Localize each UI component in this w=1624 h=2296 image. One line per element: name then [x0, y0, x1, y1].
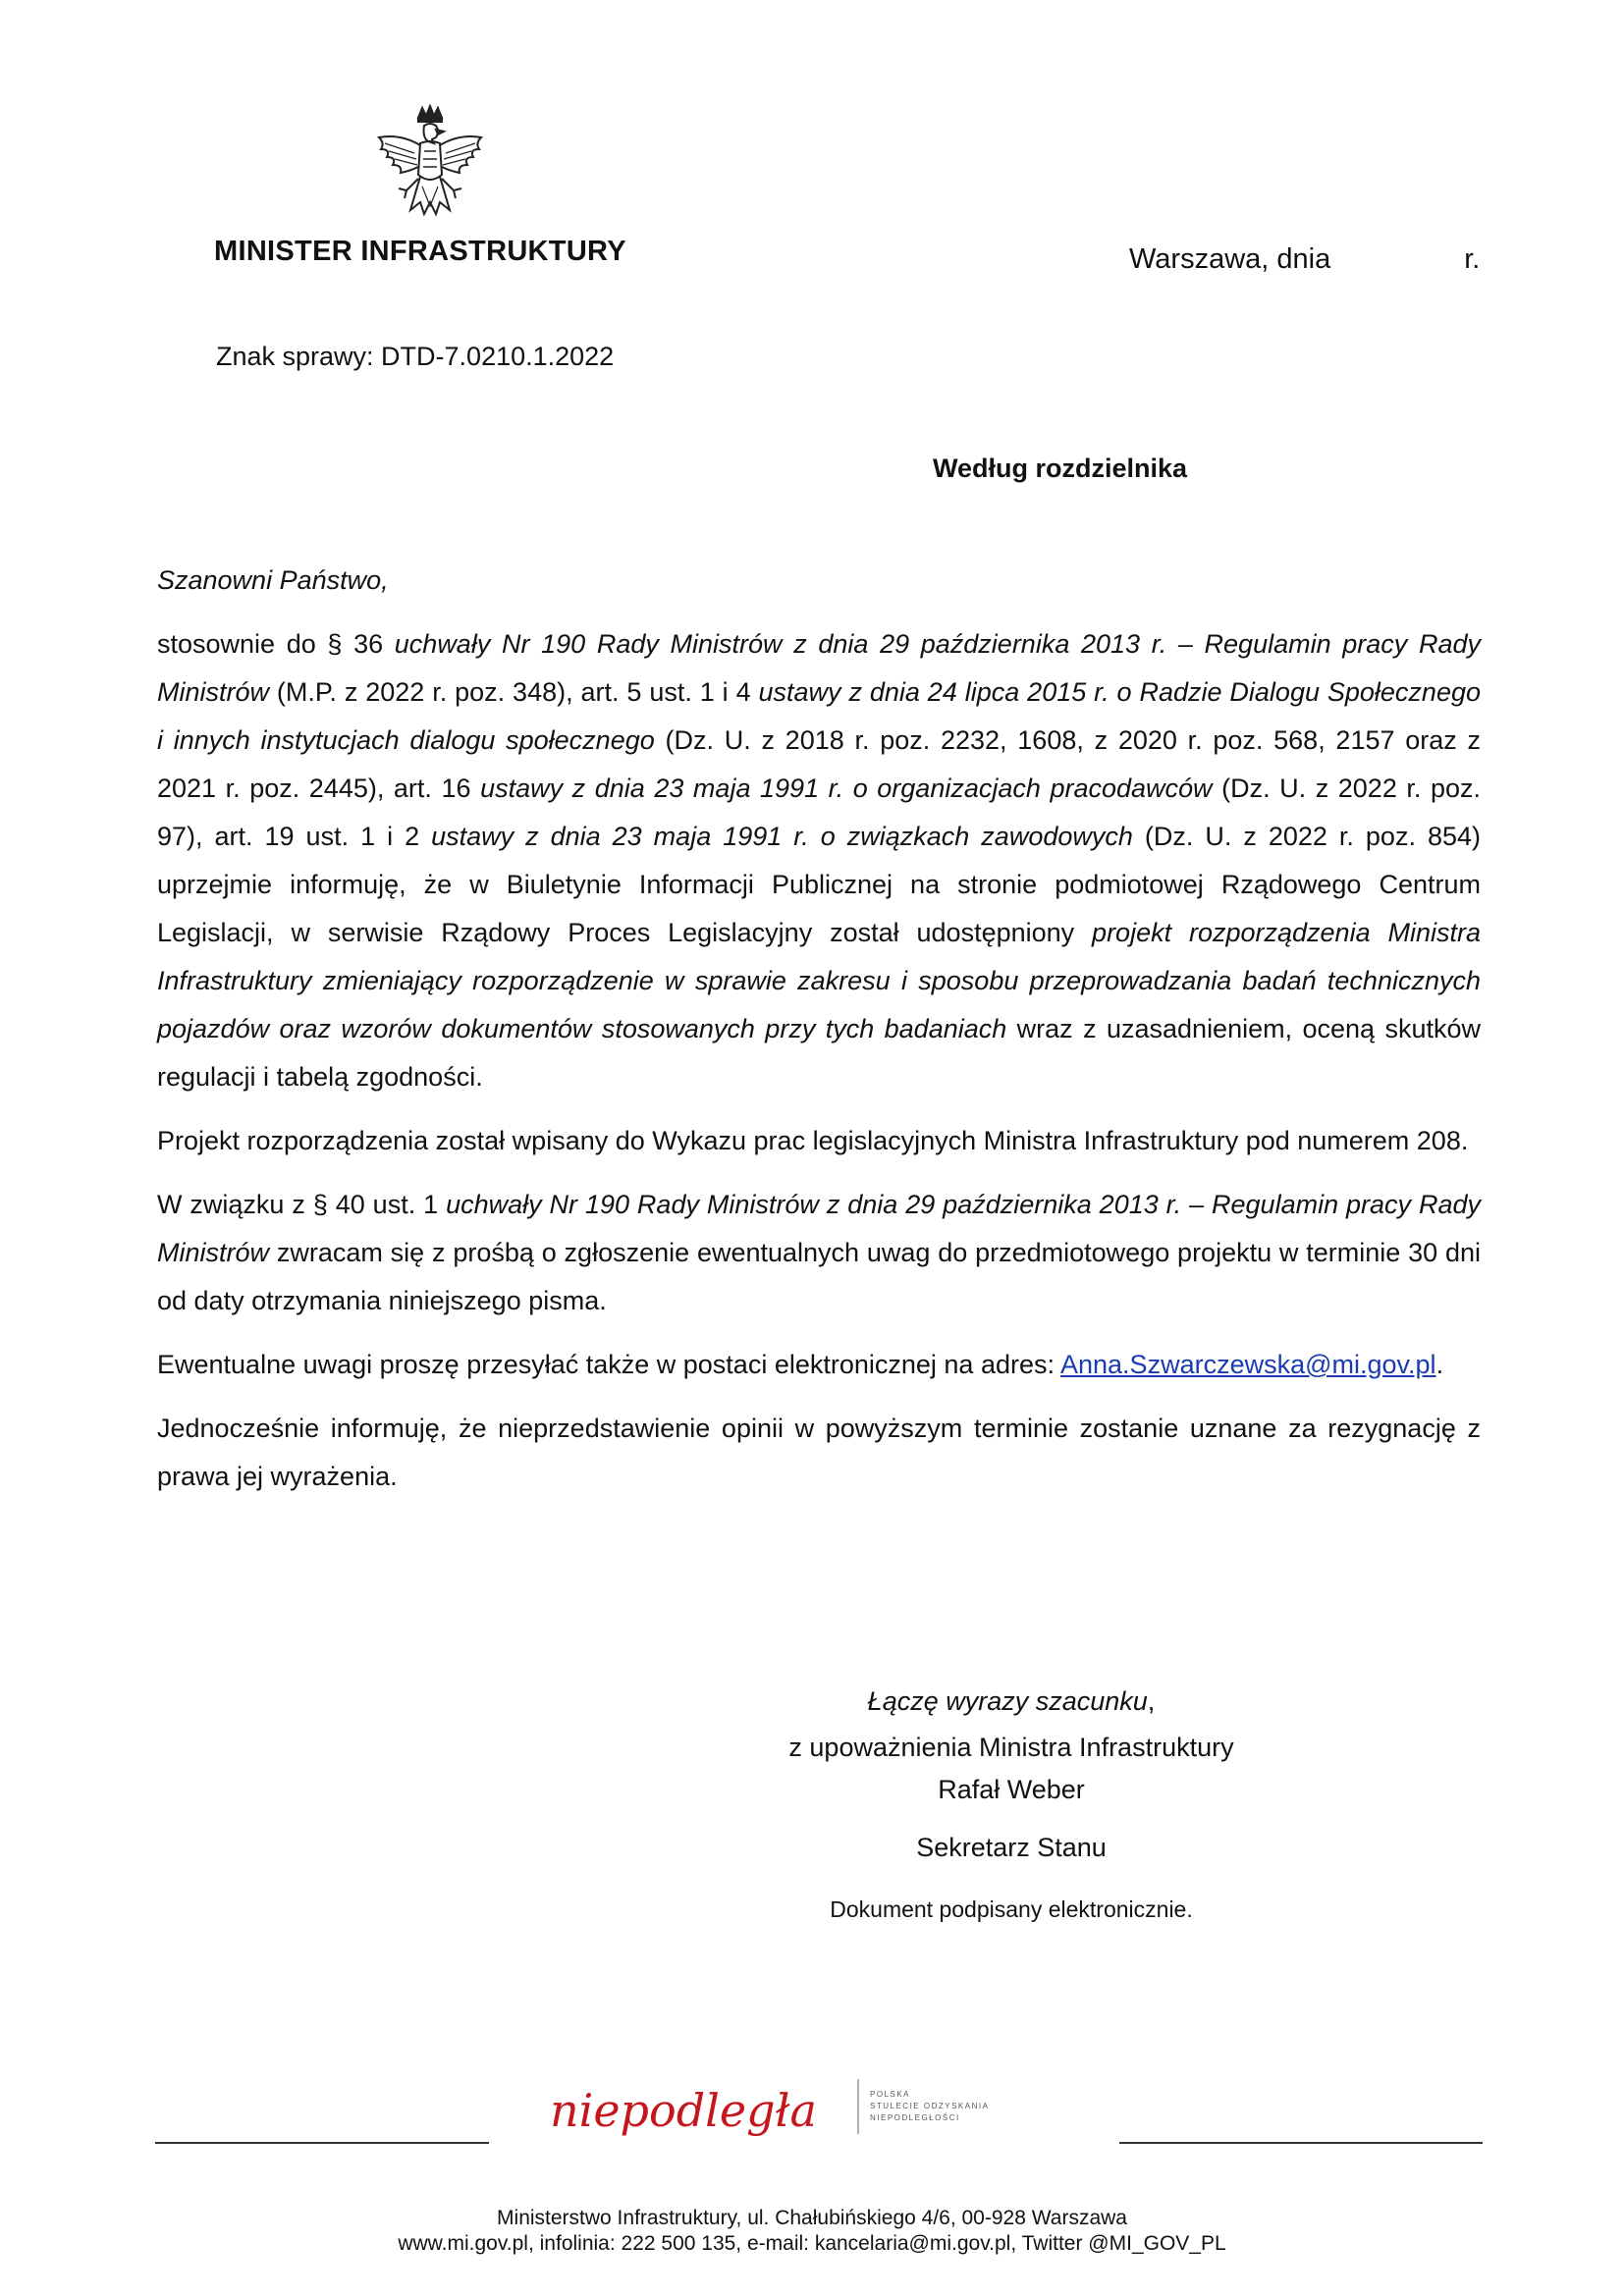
- text-run: Ewentualne uwagi proszę przesyłać także w postaci elektronicznej na adres:: [157, 1350, 1060, 1379]
- paragraph-legal-basis: [157, 620, 1481, 1101]
- email-link[interactable]: Anna.Szwarczewska@mi.gov.pl: [1060, 1350, 1436, 1379]
- text-run: Projekt rozporządzenia został wpisany do Wykazu prac legislacyjnych Ministra Infrastruktury pod numerem 208.: [157, 1126, 1469, 1155]
- svg-text:niepodległa: niepodległa: [550, 2084, 817, 2137]
- signatory-name: Rafał Weber: [938, 1775, 1085, 1804]
- text-run: .: [1435, 1350, 1444, 1379]
- date-suffix: r.: [1464, 243, 1481, 275]
- recipient: Według rozdzielnika: [933, 454, 1188, 483]
- paragraph-email: [157, 1341, 1481, 1389]
- footer-rule-right: [1119, 2142, 1483, 2144]
- footer-rule-left: [155, 2142, 489, 2144]
- case-reference: Znak sprawy: DTD-7.0210.1.2022: [216, 342, 615, 371]
- text-run: zwracam się z prośbą o zgłoszenie ewentualnych uwag do przedmiotowego projektu w terminie 30 dni od daty otrzymania niniejszego pisma.: [157, 1238, 1481, 1315]
- text-run: stosownie do § 36: [157, 629, 395, 659]
- closing-block: [766, 1686, 1257, 1923]
- italic-citation: projekt rozporządzenia Ministra Infrastruktury zmieniający rozporządzenie w sprawie zakresu i sposobu przeprowadzania badań technicznych pojazdów oraz wzorów dokumentów stosowanych przy tych badaniach: [157, 918, 1481, 1043]
- paragraph-request: [157, 1181, 1481, 1325]
- place-date-label: Warszawa, dnia: [1129, 243, 1331, 275]
- place-date-line: [1129, 243, 1480, 276]
- text-run: (Dz. U. z 2018 r. poz. 2232, 1608, z 2020 r. poz. 568, 2157 oraz z 2021 r. poz. 2445), art. 16: [157, 725, 1481, 803]
- ministry-heading: MINISTER INFRASTRUKTURY: [214, 236, 626, 267]
- signature-note: Dokument podpisany elektronicznie.: [830, 1896, 1193, 1922]
- italic-citation: ustawy z dnia 24 lipca 2015 r. o Radzie Dialogu Społecznego i innych instytucjach dialogu społecznego: [157, 677, 1481, 755]
- text-run: (M.P. z 2022 r. poz. 348), art. 5 ust. 1 i 4: [269, 677, 759, 707]
- italic-citation: ustawy z dnia 23 maja 1991 r. o związkach zawodowych: [431, 822, 1133, 851]
- text-run: (Dz. U. z 2022 r. poz. 97), art. 19 ust. 1 i 2: [157, 774, 1481, 851]
- polish-eagle-emblem: [371, 104, 489, 232]
- footer-contact: www.mi.gov.pl, infolinia: 222 500 135, e-mail: kancelaria@mi.gov.pl, Twitter @MI_GOV_PL: [398, 2232, 1226, 2255]
- svg-text:NIEPODLEGŁOŚCI: NIEPODLEGŁOŚCI: [870, 2113, 960, 2122]
- italic-citation: uchwały Nr 190 Rady Ministrów z dnia 29 października 2013 r. – Regulamin pracy Rady Ministrów: [157, 1190, 1481, 1267]
- salutation: Łączę wyrazy szacunku,: [867, 1686, 1156, 1716]
- svg-text:POLSKA: POLSKA: [870, 2090, 911, 2099]
- greeting: Szanowni Państwo,: [157, 565, 389, 595]
- text-run: (Dz. U. z 2022 r. poz. 854) uprzejmie informuję, że w Biuletynie Informacji Publicznej na stronie podmiotowej Rządowego Centrum Legislacji, w serwisie Rządowy Proces Legislacyjny został udostępniony: [157, 822, 1481, 947]
- text-run: W związku z § 40 ust. 1: [157, 1190, 447, 1219]
- paragraph-legislative-list: [157, 1117, 1481, 1165]
- signatory-title: Sekretarz Stanu: [916, 1833, 1107, 1862]
- svg-text:STULECIE ODZYSKANIA: STULECIE ODZYSKANIA: [870, 2102, 990, 2110]
- italic-citation: uchwały Nr 190 Rady Ministrów z dnia 29 października 2013 r. – Regulamin pracy Rady Ministrów: [157, 629, 1481, 707]
- text-run: wraz z uzasadnieniem, oceną skutków regulacji i tabelą zgodności.: [157, 1014, 1482, 1092]
- text-run: Jednocześnie informuję, że nieprzedstawienie opinii w powyższym terminie zostanie uznane za rezygnację z prawa jej wyrażenia.: [157, 1414, 1481, 1491]
- niepodlegla-logo: [546, 2069, 1037, 2144]
- footer-address: Ministerstwo Infrastruktury, ul. Chałubińskiego 4/6, 00-928 Warszawa: [497, 2207, 1127, 2229]
- paragraph-notice: [157, 1405, 1481, 1501]
- letter-body: [157, 620, 1481, 1517]
- authority-line: z upoważnienia Ministra Infrastruktury: [788, 1733, 1234, 1762]
- italic-citation: ustawy z dnia 23 maja 1991 r. o organizacjach pracodawców: [480, 774, 1213, 803]
